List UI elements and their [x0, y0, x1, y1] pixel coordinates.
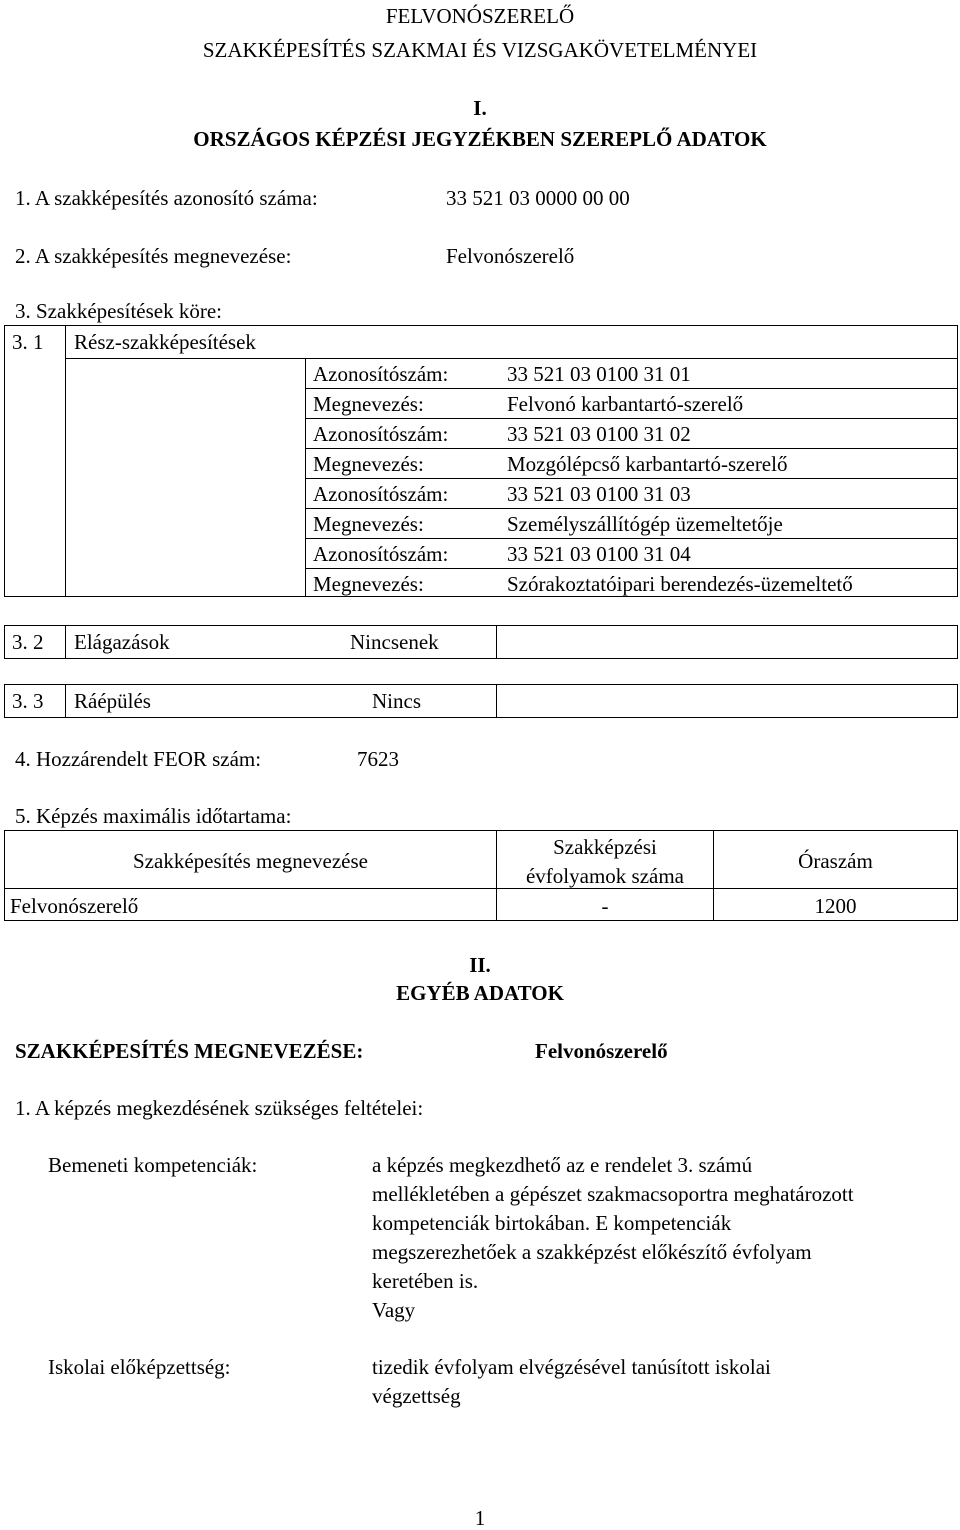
duration-row-years: -: [601, 894, 609, 918]
school-prerequisite-line-2: végzettség: [372, 1384, 461, 1408]
item-3-label: 3. Szakképesítések köre:: [15, 299, 223, 323]
feor-label: 4. Hozzárendelt FEOR szám:: [15, 747, 262, 771]
partial-5-value: 33 521 03 0100 31 03: [507, 482, 691, 506]
addon-label: Ráépülés: [74, 689, 151, 713]
section-1-roman: I.: [473, 96, 487, 120]
partial-8-value: Szórakoztatóipari berendezés-üzemeltető: [507, 572, 853, 596]
input-competencies-line-1: a képzés megkezdhető az e rendelet 3. számú: [372, 1153, 753, 1177]
duration-label: 5. Képzés maximális időtartama:: [15, 804, 292, 828]
partial-2-value: Felvonó karbantartó-szerelő: [507, 392, 744, 416]
input-competencies-line-3: kompetenciák birtokában. E kompetenciák: [372, 1211, 732, 1235]
branches-num: 3. 2: [12, 630, 44, 654]
branches-empty-cell: [496, 625, 958, 659]
addon-value: Nincs: [372, 689, 421, 713]
qualification-label: SZAKKÉPESÍTÉS MEGNEVEZÉSE:: [15, 1039, 364, 1063]
partial-1-value: 33 521 03 0100 31 01: [507, 362, 691, 386]
section-2-roman: II.: [469, 953, 491, 977]
partial-5-key: Azonosítószám:: [313, 482, 449, 506]
partial-4-key: Megnevezés:: [313, 452, 424, 476]
duration-col2-header-line1: Szakképzési: [553, 835, 657, 859]
partial-3-key: Azonosítószám:: [313, 422, 449, 446]
item-2-value: Felvonószerelő: [446, 244, 575, 268]
duration-col2-header-line2: évfolyamok száma: [525, 864, 685, 888]
title-line-2: SZAKKÉPESÍTÉS SZAKMAI ÉS VIZSGAKÖVETELMÉNYEI: [202, 38, 758, 62]
school-prerequisite-label: Iskolai előképzettség:: [48, 1355, 231, 1379]
input-competencies-line-4: megszerezhetőek a szakképzést előkészítő évfolyam: [372, 1240, 812, 1264]
partial-7-key: Azonosítószám:: [313, 542, 449, 566]
qualification-value: Felvonószerelő: [535, 1039, 668, 1063]
school-prerequisite-line-1: tizedik évfolyam elvégzésével tanúsított iskolai: [372, 1355, 771, 1379]
item-1-label: 1. A szakképesítés azonosító száma:: [15, 186, 318, 210]
partials-title: Rész-szakképesítések: [74, 330, 256, 354]
partial-7-value: 33 521 03 0100 31 04: [507, 542, 691, 566]
duration-row-hours: 1200: [814, 894, 857, 918]
input-competencies-line-2: mellékletében a gépészet szakmacsoportra meghatározott: [372, 1182, 854, 1206]
page-number: 1: [474, 1506, 486, 1530]
partials-num: 3. 1: [12, 330, 44, 354]
conditions-heading: 1. A képzés megkezdésének szükséges feltételei:: [15, 1096, 424, 1120]
item-1-value: 33 521 03 0000 00 00: [446, 186, 630, 210]
partial-6-value: Személyszállítógép üzemeltetője: [507, 512, 783, 536]
duration-col1-header: Szakképesítés megnevezése: [133, 849, 368, 873]
partial-2-key: Megnevezés:: [313, 392, 424, 416]
partial-6-key: Megnevezés:: [313, 512, 424, 536]
duration-col3-header: Óraszám: [798, 849, 873, 873]
input-competencies-line-5: keretében is.: [372, 1269, 479, 1293]
partial-1-key: Azonosítószám:: [313, 362, 449, 386]
addon-num: 3. 3: [12, 689, 44, 713]
section-2-heading: EGYÉB ADATOK: [396, 981, 564, 1005]
feor-value: 7623: [357, 747, 399, 771]
branches-value: Nincsenek: [350, 630, 439, 654]
partials-num-cell: [4, 325, 66, 597]
partial-3-value: 33 521 03 0100 31 02: [507, 422, 691, 446]
title-line-1: FELVONÓSZERELŐ: [385, 4, 575, 28]
partial-4-value: Mozgólépcső karbantartó-szerelő: [507, 452, 788, 476]
partial-8-key: Megnevezés:: [313, 572, 424, 596]
input-competencies-line-6: Vagy: [372, 1298, 416, 1322]
input-competencies-label: Bemeneti kompetenciák:: [48, 1153, 258, 1177]
item-2-label: 2. A szakképesítés megnevezése:: [15, 244, 292, 268]
branches-label: Elágazások: [74, 630, 170, 654]
addon-empty-cell: [496, 684, 958, 718]
section-1-heading: ORSZÁGOS KÉPZÉSI JEGYZÉKBEN SZEREPLŐ ADATOK: [193, 127, 767, 151]
duration-row-name: Felvonószerelő: [10, 894, 139, 918]
